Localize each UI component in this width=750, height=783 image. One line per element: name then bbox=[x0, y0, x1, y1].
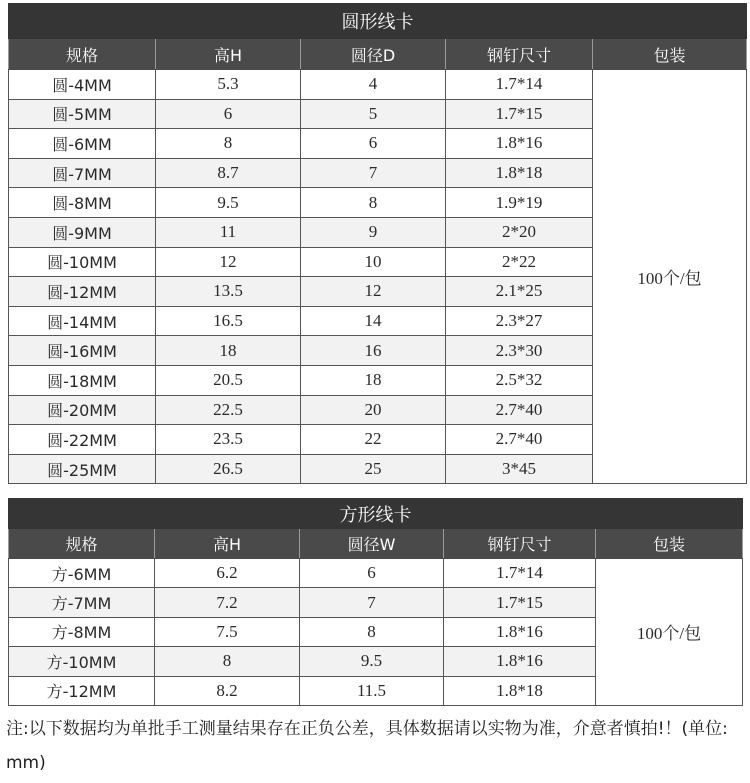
nail-size-cell: 2.7*40 bbox=[446, 425, 593, 455]
nail-size-cell: 1.8*18 bbox=[446, 158, 593, 188]
spec-cell: 圆-22MM bbox=[9, 425, 156, 455]
height-cell: 7.5 bbox=[155, 617, 300, 646]
round-header-row bbox=[9, 39, 747, 70]
column-header: 规格 bbox=[9, 39, 156, 70]
height-cell: 5.3 bbox=[156, 70, 301, 100]
height-cell: 8.2 bbox=[155, 676, 300, 705]
spec-cell: 圆-6MM bbox=[9, 129, 156, 159]
column-header: 包装 bbox=[593, 39, 747, 70]
nail-size-cell: 1.7*15 bbox=[446, 99, 593, 129]
column-header: 包装 bbox=[596, 529, 743, 559]
square-clip-spec-table bbox=[8, 498, 743, 706]
diameter-cell: 12 bbox=[301, 277, 446, 307]
column-header: 圆径D bbox=[301, 39, 446, 70]
nail-size-cell: 2.1*25 bbox=[446, 277, 593, 307]
square-table-title: 方形线卡 bbox=[9, 499, 743, 529]
diameter-cell: 10 bbox=[301, 247, 446, 277]
height-cell: 9.5 bbox=[156, 188, 301, 218]
nail-size-cell: 1.9*19 bbox=[446, 188, 593, 218]
spec-cell: 圆-25MM bbox=[9, 454, 156, 484]
spec-cell: 方-7MM bbox=[9, 588, 155, 617]
diameter-cell: 22 bbox=[301, 425, 446, 455]
spec-cell: 圆-12MM bbox=[9, 277, 156, 307]
diameter-cell: 7 bbox=[301, 158, 446, 188]
height-cell: 16.5 bbox=[156, 306, 301, 336]
column-header: 钢钉尺寸 bbox=[446, 39, 593, 70]
nail-size-cell: 1.7*15 bbox=[444, 588, 596, 617]
spec-cell: 圆-4MM bbox=[9, 70, 156, 100]
diameter-cell: 5 bbox=[301, 99, 446, 129]
spec-cell: 圆-20MM bbox=[9, 395, 156, 425]
diameter-cell: 8 bbox=[301, 188, 446, 218]
nail-size-cell: 2*20 bbox=[446, 217, 593, 247]
nail-size-cell: 1.7*14 bbox=[446, 70, 593, 100]
spec-cell: 方-6MM bbox=[9, 559, 155, 588]
nail-size-cell: 2.7*40 bbox=[446, 395, 593, 425]
height-cell: 22.5 bbox=[156, 395, 301, 425]
column-header: 钢钉尺寸 bbox=[444, 529, 596, 559]
round-table-title: 圆形线卡 bbox=[9, 4, 747, 39]
nail-size-cell: 1.8*16 bbox=[446, 129, 593, 159]
nail-size-cell: 1.8*16 bbox=[444, 647, 596, 676]
square-header-row bbox=[9, 529, 743, 559]
round-title-row bbox=[9, 4, 747, 39]
spec-cell: 圆-7MM bbox=[9, 158, 156, 188]
height-cell: 6.2 bbox=[155, 559, 300, 588]
packaging-cell: 100个/包 bbox=[596, 559, 743, 706]
table-row bbox=[9, 70, 747, 100]
diameter-cell: 4 bbox=[301, 70, 446, 100]
height-cell: 6 bbox=[156, 99, 301, 129]
nail-size-cell: 2.5*32 bbox=[446, 365, 593, 395]
height-cell: 8 bbox=[155, 647, 300, 676]
nail-size-cell: 1.8*18 bbox=[444, 676, 596, 705]
column-header: 高H bbox=[156, 39, 301, 70]
nail-size-cell: 2.3*27 bbox=[446, 306, 593, 336]
column-header: 规格 bbox=[9, 529, 155, 559]
diameter-cell: 9.5 bbox=[300, 647, 444, 676]
diameter-cell: 18 bbox=[301, 365, 446, 395]
packaging-cell: 100个/包 bbox=[593, 70, 747, 484]
spec-cell: 圆-9MM bbox=[9, 217, 156, 247]
column-header: 高H bbox=[155, 529, 300, 559]
height-cell: 11 bbox=[156, 217, 301, 247]
spec-cell: 方-12MM bbox=[9, 676, 155, 705]
height-cell: 26.5 bbox=[156, 454, 301, 484]
nail-size-cell: 1.8*16 bbox=[444, 617, 596, 646]
diameter-cell: 11.5 bbox=[300, 676, 444, 705]
diameter-cell: 25 bbox=[301, 454, 446, 484]
spec-cell: 圆-5MM bbox=[9, 99, 156, 129]
nail-size-cell: 3*45 bbox=[446, 454, 593, 484]
nail-size-cell: 2.3*30 bbox=[446, 336, 593, 366]
diameter-cell: 20 bbox=[301, 395, 446, 425]
spec-cell: 圆-18MM bbox=[9, 365, 156, 395]
diameter-cell: 9 bbox=[301, 217, 446, 247]
diameter-cell: 6 bbox=[301, 129, 446, 159]
height-cell: 8.7 bbox=[156, 158, 301, 188]
height-cell: 12 bbox=[156, 247, 301, 277]
height-cell: 13.5 bbox=[156, 277, 301, 307]
square-title-row bbox=[9, 499, 743, 529]
height-cell: 20.5 bbox=[156, 365, 301, 395]
round-clip-spec-table bbox=[8, 3, 747, 484]
diameter-cell: 7 bbox=[300, 588, 444, 617]
spec-cell: 圆-8MM bbox=[9, 188, 156, 218]
nail-size-cell: 2*22 bbox=[446, 247, 593, 277]
diameter-cell: 6 bbox=[300, 559, 444, 588]
disclaimer-note: 注:以下数据均为单批手工测量结果存在正负公差，具体数据请以实物为准，介意者慎拍!！(单位: mm) bbox=[6, 719, 728, 773]
table-row bbox=[9, 559, 743, 588]
nail-size-cell: 1.7*14 bbox=[444, 559, 596, 588]
height-cell: 8 bbox=[156, 129, 301, 159]
diameter-cell: 8 bbox=[300, 617, 444, 646]
spec-cell: 圆-16MM bbox=[9, 336, 156, 366]
height-cell: 18 bbox=[156, 336, 301, 366]
diameter-cell: 16 bbox=[301, 336, 446, 366]
height-cell: 23.5 bbox=[156, 425, 301, 455]
spec-cell: 方-8MM bbox=[9, 617, 155, 646]
height-cell: 7.2 bbox=[155, 588, 300, 617]
diameter-cell: 14 bbox=[301, 306, 446, 336]
column-header: 圆径W bbox=[300, 529, 444, 559]
spec-cell: 圆-14MM bbox=[9, 306, 156, 336]
spec-cell: 圆-10MM bbox=[9, 247, 156, 277]
spec-cell: 方-10MM bbox=[9, 647, 155, 676]
